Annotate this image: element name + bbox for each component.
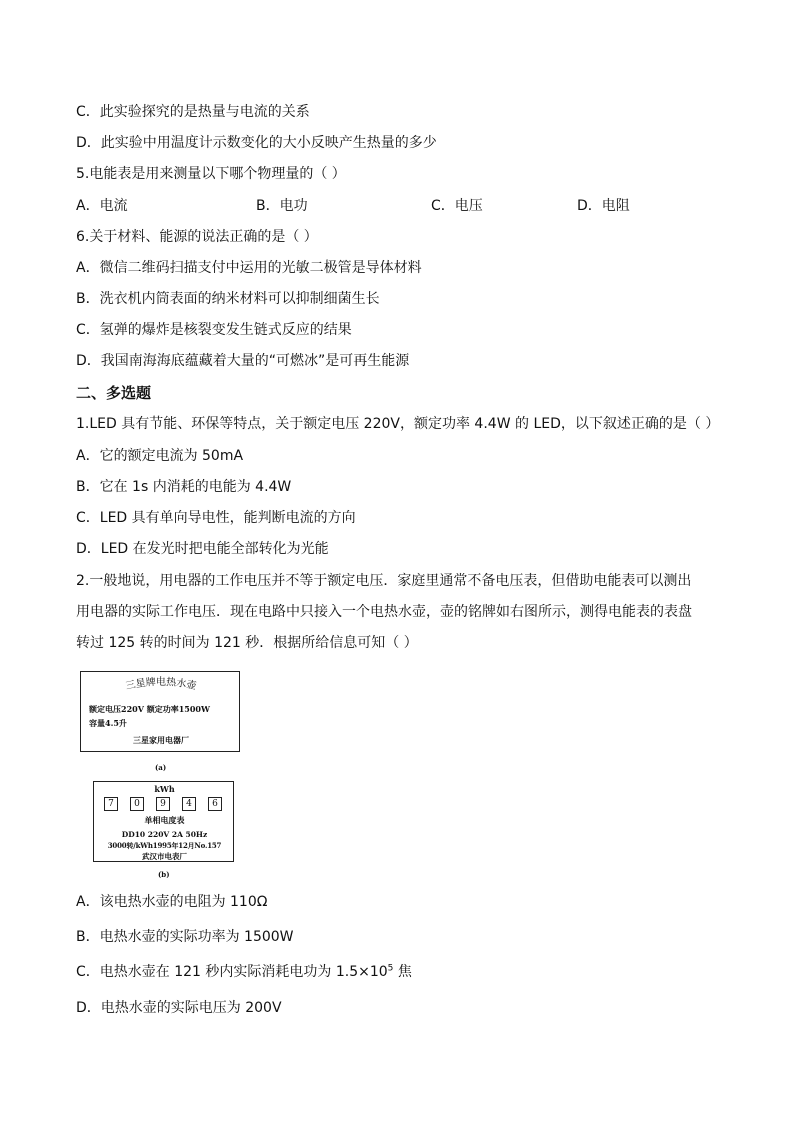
- meter-digit: 0: [130, 797, 144, 811]
- meter-spec: DD10 220V 2A 50Hz: [121, 830, 208, 839]
- q2-option-c-unit: 焦: [393, 964, 412, 980]
- q2-option-c: [76, 963, 412, 981]
- q2-option-b: B．电热水壶的实际功率为 1500W: [76, 929, 294, 945]
- nameplate-rating: 额定电压220V 额定功率1500W: [89, 704, 210, 714]
- q5-option-d: D．电阻: [577, 198, 630, 214]
- meter-digit: 6: [208, 797, 222, 811]
- electricity-meter-figure: [93, 781, 234, 862]
- figure-b-caption: (b): [158, 870, 170, 879]
- q5-option-a: A．电流: [76, 198, 128, 214]
- meter-digit: 4: [182, 797, 196, 811]
- q5-option-b: B．电功: [256, 198, 308, 214]
- q4-option-c: C．此实验探究的是热量与电流的关系: [76, 104, 310, 120]
- q5-option-c: C．电压: [431, 198, 483, 214]
- meter-spec-2: 3000转/kWh1995年12月No.157: [107, 841, 222, 850]
- q2-stem-line-1: 2.一般地说，用电器的工作电压并不等于额定电压．家庭里通常不备电压表，但借助电能表可以测出: [76, 573, 692, 589]
- q6-option-d: D．我国南海海底蕴藏着大量的“可燃冰”是可再生能源: [76, 353, 410, 369]
- meter-digit: 9: [156, 797, 170, 811]
- q6-option-b: B．洗衣机内筒表面的纳米材料可以抑制细菌生长: [76, 291, 380, 307]
- q1-option-d: D．LED 在发光时把电能全部转化为光能: [76, 541, 329, 557]
- section-heading: 二、多选题: [76, 384, 152, 402]
- meter-digits: [104, 797, 222, 811]
- q6-option-a: A．微信二维码扫描支付中运用的光敏二极管是导体材料: [76, 260, 422, 276]
- kettle-nameplate-figure: [80, 671, 240, 752]
- nameplate-arc-title: [81, 674, 241, 696]
- q1-option-a: A．它的额定电流为 50mA: [76, 448, 244, 464]
- q2-option-c-text: C．电热水壶在 121 秒内实际消耗电功为 1.5×10: [76, 964, 388, 980]
- q2-stem-line-2: 用电器的实际工作电压．现在电路中只接入一个电热水壶，壶的铭牌如右图所示，测得电能表的表盘: [76, 604, 692, 620]
- q2-option-c-exponent: 5: [387, 963, 394, 974]
- nameplate-maker: 三星家用电器厂: [133, 735, 189, 745]
- q1-option-b: B．它在 1s 内消耗的电能为 4.4W: [76, 479, 292, 495]
- q6-option-c: C．氢弹的爆炸是核裂变发生链式反应的结果: [76, 322, 352, 338]
- q2-option-d: D．电热水壶的实际电压为 200V: [76, 1000, 282, 1016]
- meter-unit: kWh: [154, 784, 175, 794]
- q2-option-a: A．该电热水壶的电阻为 110Ω: [76, 894, 268, 910]
- nameplate-title: 三星牌电热水壶: [124, 677, 198, 693]
- q5-stem: 5.电能表是用来测量以下哪个物理量的（ ）: [76, 166, 346, 182]
- meter-digit: 7: [104, 797, 118, 811]
- meter-name: 单相电度表: [144, 815, 185, 825]
- meter-maker: 武汉市电表厂: [142, 852, 187, 861]
- nameplate-capacity: 容量4.5升: [89, 718, 127, 728]
- q6-stem: 6.关于材料、能源的说法正确的是（ ）: [76, 229, 318, 245]
- q4-option-d: D．此实验中用温度计示数变化的大小反映产生热量的多少: [76, 135, 437, 151]
- q1-stem: 1.LED 具有节能、环保等特点，关于额定电压 220V，额定功率 4.4W 的 LED，以下叙述正确的是（ ）: [76, 416, 720, 432]
- q1-option-c: C．LED 具有单向导电性，能判断电流的方向: [76, 510, 356, 526]
- q2-stem-line-3: 转过 125 转的时间为 121 秒．根据所给信息可知（ ）: [76, 635, 418, 651]
- figure-a-caption: (a): [155, 763, 167, 772]
- svg-text:三星牌电热水壶: [124, 675, 197, 692]
